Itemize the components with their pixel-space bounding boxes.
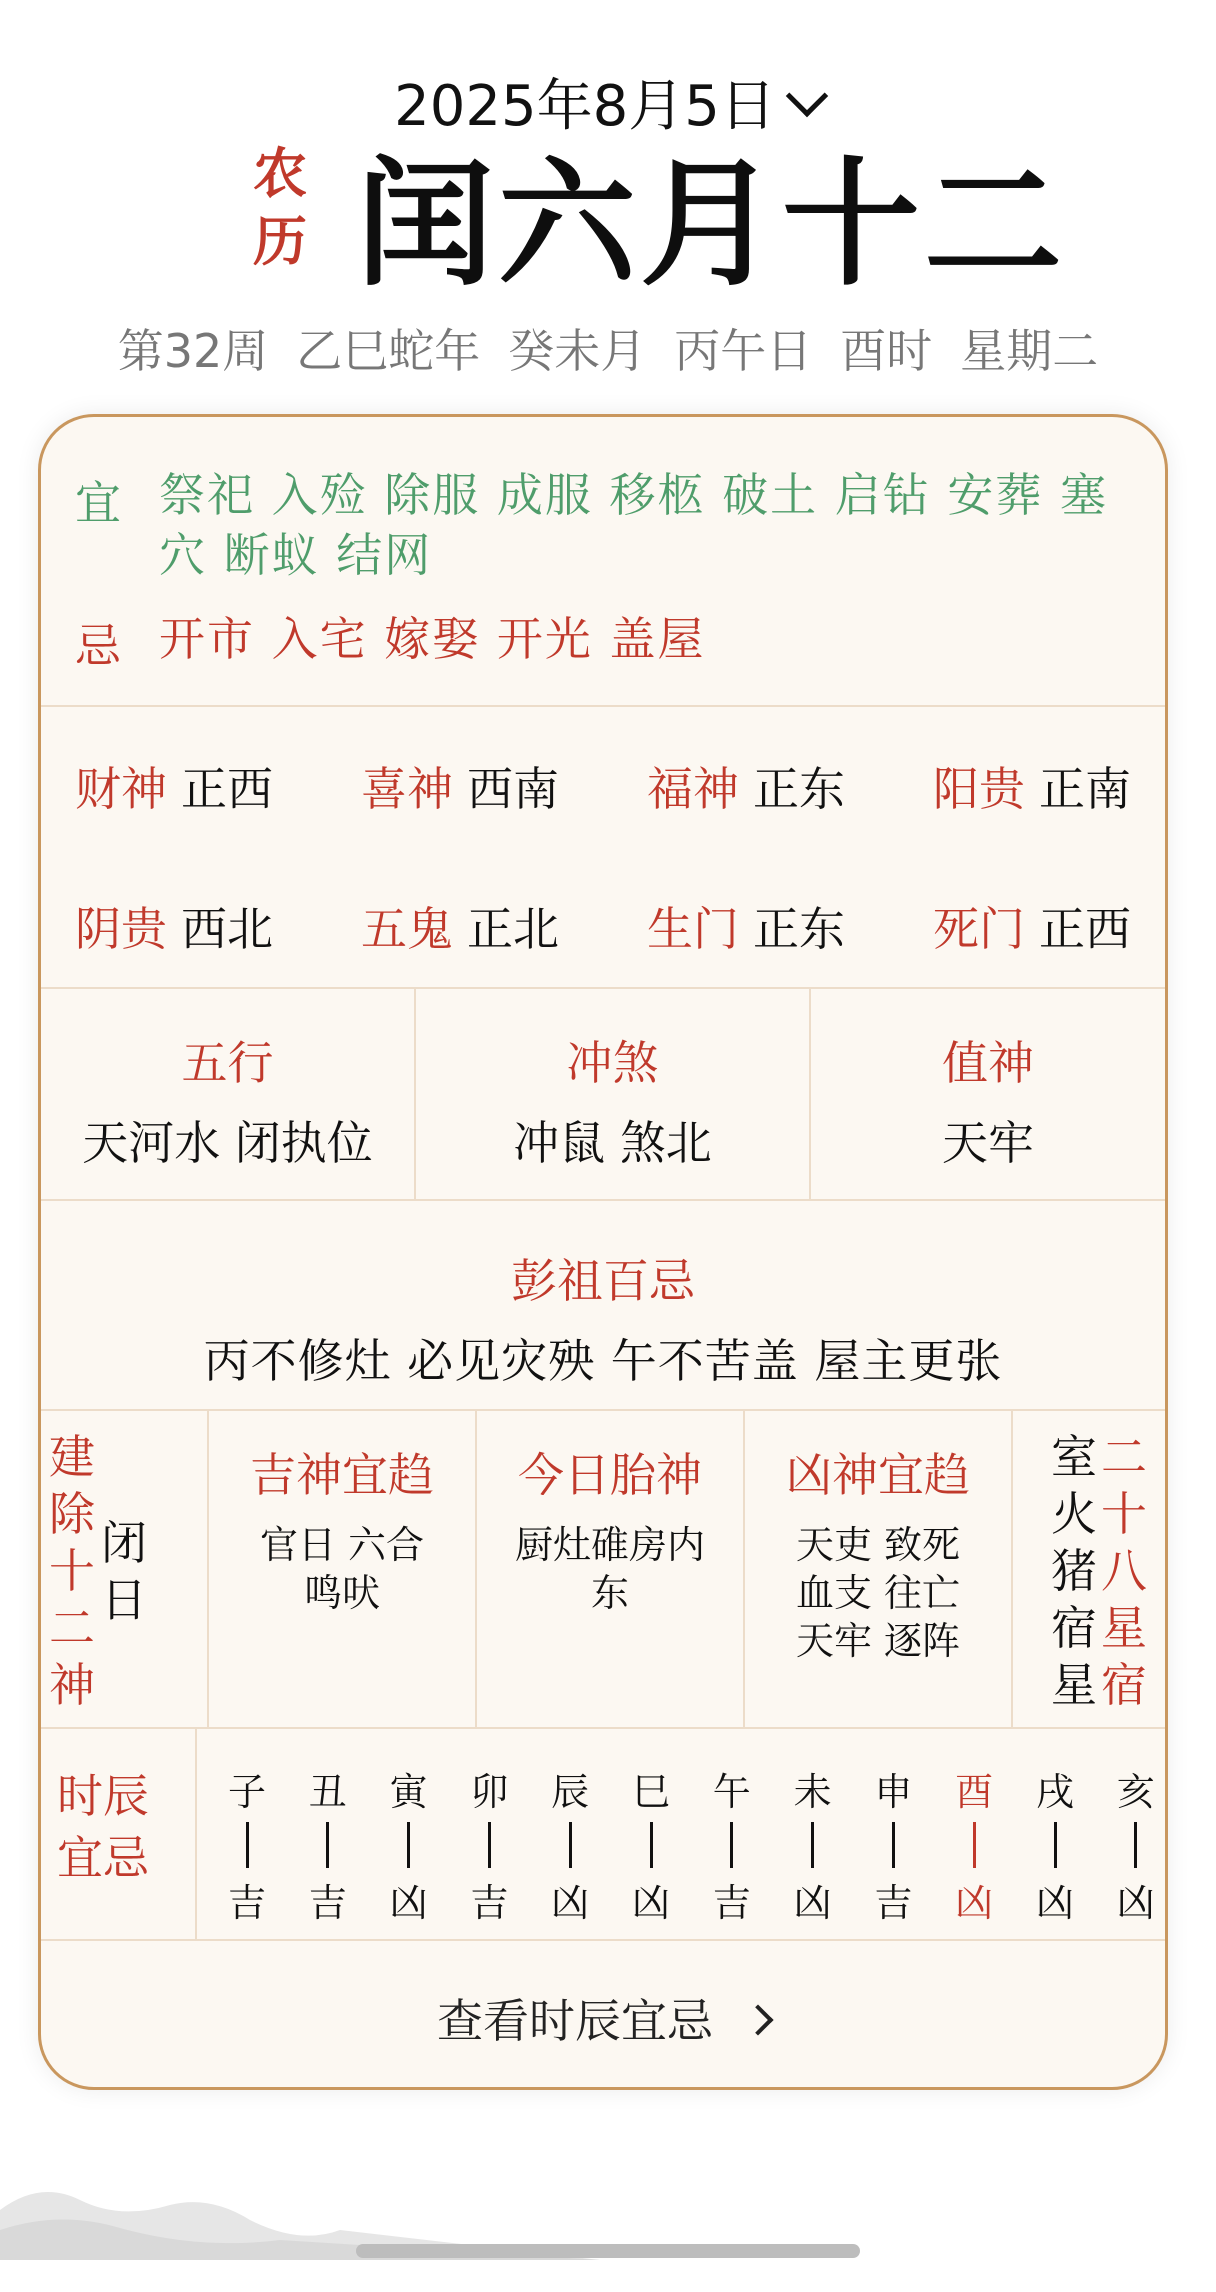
jianchu-char: 十 xyxy=(49,1544,95,1598)
divider xyxy=(1011,1411,1013,1727)
hour-result: 凶 xyxy=(389,1881,428,1925)
jianchu-value-char: 闭 xyxy=(101,1516,147,1570)
xiu-label-char: 星 xyxy=(1101,1601,1147,1655)
hour-item xyxy=(1025,1761,1085,1927)
deity-value: 正东 xyxy=(753,902,845,956)
almanac-card xyxy=(38,414,1168,2090)
hour-branch: 卯 xyxy=(470,1770,509,1814)
hour-branch: 巳 xyxy=(631,1770,670,1814)
hour-branch: 午 xyxy=(712,1770,751,1814)
hour-result: 凶 xyxy=(551,1881,590,1925)
hour-branch: 丑 xyxy=(308,1770,347,1814)
deity-key: 财神 xyxy=(75,762,167,816)
jianchu-char: 建 xyxy=(49,1430,95,1484)
xiongshen-title: 凶神宜趋 xyxy=(786,1448,970,1502)
jianchu-value xyxy=(99,1515,149,1629)
xiu-label-char: 八 xyxy=(1101,1544,1147,1598)
hour-separator xyxy=(730,1822,733,1868)
ji-items: 开市 入宅 嫁娶 开光 盖屋 xyxy=(159,612,706,666)
chevron-down-icon xyxy=(786,75,828,117)
zhishen-value: 天牢 xyxy=(942,1116,1034,1170)
hour-item xyxy=(379,1761,439,1927)
hour-result: 凶 xyxy=(793,1881,832,1925)
pengzu-value: 丙不修灶 必见灾殃 午不苦盖 屋主更张 xyxy=(203,1334,1003,1388)
taishen-line: 东 xyxy=(590,1571,629,1615)
xiu-label xyxy=(1099,1429,1149,1714)
hour-item xyxy=(621,1761,681,1927)
hour-branch: 寅 xyxy=(389,1770,428,1814)
hour-separator xyxy=(1054,1822,1057,1868)
deity-xishen xyxy=(361,753,559,819)
lunar-tag-char: 农 xyxy=(253,142,307,205)
deity-key: 死门 xyxy=(933,902,1025,956)
zhishen-cell xyxy=(811,989,1165,1199)
hour-branch: 未 xyxy=(793,1770,832,1814)
deity-caishen xyxy=(75,753,273,819)
jianchu-char: 除 xyxy=(49,1487,95,1541)
hour-separator xyxy=(1134,1822,1137,1868)
deity-yingui xyxy=(75,893,273,959)
chongsha-title: 冲煞 xyxy=(566,1036,659,1090)
hour-result: 吉 xyxy=(227,1881,266,1925)
year-ganzhi: 乙巳蛇年 xyxy=(296,324,481,378)
xiongshen-line: 血支 往亡 xyxy=(795,1571,961,1615)
hour-branch: 辰 xyxy=(551,1770,590,1814)
hour-result: 凶 xyxy=(1116,1881,1155,1925)
jishen-title: 吉神宜趋 xyxy=(250,1448,434,1502)
lunar-date: 闰六月十二 xyxy=(356,144,1067,305)
deity-key: 阴贵 xyxy=(75,902,167,956)
hour-branch: 申 xyxy=(874,1770,913,1814)
xiu-value-char: 星 xyxy=(1051,1658,1097,1712)
xiu-label-char: 十 xyxy=(1101,1487,1147,1541)
hour-result: 吉 xyxy=(874,1881,913,1925)
hour-luck-section xyxy=(41,1729,1165,1941)
ganzhi-line xyxy=(0,315,1216,381)
date-selector[interactable] xyxy=(0,62,1216,142)
deity-key: 阳贵 xyxy=(933,762,1025,816)
chevron-right-icon xyxy=(742,2004,773,2035)
hour-item xyxy=(298,1761,358,1927)
hour-result: 凶 xyxy=(955,1881,994,1925)
jianchu-value-char: 日 xyxy=(101,1573,147,1627)
hour-item xyxy=(783,1761,843,1927)
month-ganzhi: 癸未月 xyxy=(508,324,647,378)
hour-branch: 酉 xyxy=(955,1770,994,1814)
hour-item xyxy=(540,1761,600,1927)
pengzu-section xyxy=(41,1201,1165,1411)
hour-separator xyxy=(811,1822,814,1868)
ji-label: 忌 xyxy=(75,619,121,673)
deity-key: 喜神 xyxy=(361,762,453,816)
deity-key: 生门 xyxy=(647,902,739,956)
taishen-body xyxy=(477,1521,743,1617)
week-number: 第32周 xyxy=(117,324,269,378)
deity-key: 五鬼 xyxy=(361,902,453,956)
chongsha-value: 冲鼠 煞北 xyxy=(513,1116,712,1170)
hour-separator xyxy=(488,1822,491,1868)
jishen-body xyxy=(209,1521,475,1617)
deity-yanggui xyxy=(933,753,1131,819)
xiu-value-char: 火 xyxy=(1051,1487,1097,1541)
hour-item xyxy=(944,1761,1004,1927)
hour-item xyxy=(702,1761,762,1927)
deity-value: 正南 xyxy=(1039,762,1131,816)
hour-separator xyxy=(246,1822,249,1868)
deity-value: 西北 xyxy=(181,902,273,956)
xiu-value-char: 宿 xyxy=(1051,1601,1097,1655)
chongsha-cell xyxy=(416,989,809,1199)
hour-separator xyxy=(326,1822,329,1868)
hour-luck-label-line: 宜忌 xyxy=(57,1831,149,1885)
weekday: 星期二 xyxy=(960,324,1099,378)
lunar-tag xyxy=(250,140,310,276)
hour-luck-label-line: 时辰 xyxy=(57,1769,149,1823)
hour-separator xyxy=(892,1822,895,1868)
deity-value: 西南 xyxy=(467,762,559,816)
yi-ji-section xyxy=(41,417,1165,707)
xiu-value xyxy=(1049,1429,1099,1714)
hour-separator xyxy=(407,1822,410,1868)
yi-label: 宜 xyxy=(75,476,121,530)
jishen-line: 官日 六合 xyxy=(259,1523,425,1567)
deity-value: 正西 xyxy=(1039,902,1131,956)
date-text: 2025年8月5日 xyxy=(394,74,776,139)
jianchu-char: 神 xyxy=(49,1658,95,1712)
view-hour-luck-button[interactable] xyxy=(41,1941,1165,2090)
wuxing-chongsha-zhishen xyxy=(41,989,1165,1201)
hour-separator xyxy=(650,1822,653,1868)
zhishen-title: 值神 xyxy=(942,1036,1034,1090)
hour-branch: 戌 xyxy=(1035,1770,1074,1814)
taishen-title: 今日胎神 xyxy=(518,1448,702,1502)
hour-branch: 亥 xyxy=(1116,1770,1155,1814)
deity-key: 福神 xyxy=(647,762,739,816)
view-hour-luck-label: 查看时辰宜忌 xyxy=(437,1994,713,2048)
wuxing-value: 天河水 闭执位 xyxy=(82,1116,373,1170)
jianchu-char: 二 xyxy=(49,1601,95,1655)
xiongshen-line: 天牢 逐阵 xyxy=(795,1619,961,1663)
hour-result: 凶 xyxy=(1035,1881,1074,1925)
wuxing-title: 五行 xyxy=(181,1036,274,1090)
jianchu-label xyxy=(47,1429,97,1714)
deity-value: 正东 xyxy=(753,762,845,816)
divider xyxy=(195,1729,197,1939)
xiu-label-char: 宿 xyxy=(1101,1658,1147,1712)
deity-wugui xyxy=(361,893,559,959)
hour-item xyxy=(863,1761,923,1927)
xiu-value-char: 猪 xyxy=(1051,1544,1097,1598)
yi-items: 祭祀 入殓 除服 成服 移柩 破土 启钻 安葬 塞穴 断蚁 结网 xyxy=(159,468,1108,582)
hour-result: 凶 xyxy=(631,1881,670,1925)
deity-value: 正北 xyxy=(467,902,559,956)
deity-directions xyxy=(41,707,1165,989)
hour-result: 吉 xyxy=(308,1881,347,1925)
hour-separator xyxy=(973,1822,976,1868)
xiu-value-char: 室 xyxy=(1051,1430,1097,1484)
hour-luck-label xyxy=(57,1765,149,1889)
deity-simen xyxy=(933,893,1131,959)
hour-item xyxy=(459,1761,519,1927)
jishen-line: 鸣吠 xyxy=(303,1571,380,1615)
deity-shengmen xyxy=(647,893,845,959)
deity-fushen xyxy=(647,753,845,819)
day-ganzhi: 丙午日 xyxy=(674,324,813,378)
wuxing-cell xyxy=(41,989,414,1199)
hour-item xyxy=(217,1761,277,1927)
xiongshen-body xyxy=(745,1521,1011,1665)
hour-separator xyxy=(569,1822,572,1868)
xiongshen-line: 天吏 致死 xyxy=(795,1523,961,1567)
hour-ganzhi: 酉时 xyxy=(840,324,933,378)
pengzu-title: 彭祖百忌 xyxy=(511,1254,695,1308)
deity-value: 正西 xyxy=(181,762,273,816)
home-indicator[interactable] xyxy=(356,2244,860,2258)
hour-branch: 子 xyxy=(227,1770,266,1814)
xiu-label-char: 二 xyxy=(1101,1430,1147,1484)
hour-result: 吉 xyxy=(712,1881,751,1925)
hour-result: 吉 xyxy=(470,1881,509,1925)
taishen-line: 厨灶碓房内 xyxy=(514,1523,705,1567)
hour-item xyxy=(1106,1761,1166,1927)
lunar-tag-char: 历 xyxy=(253,210,307,273)
shen-section xyxy=(41,1411,1165,1729)
